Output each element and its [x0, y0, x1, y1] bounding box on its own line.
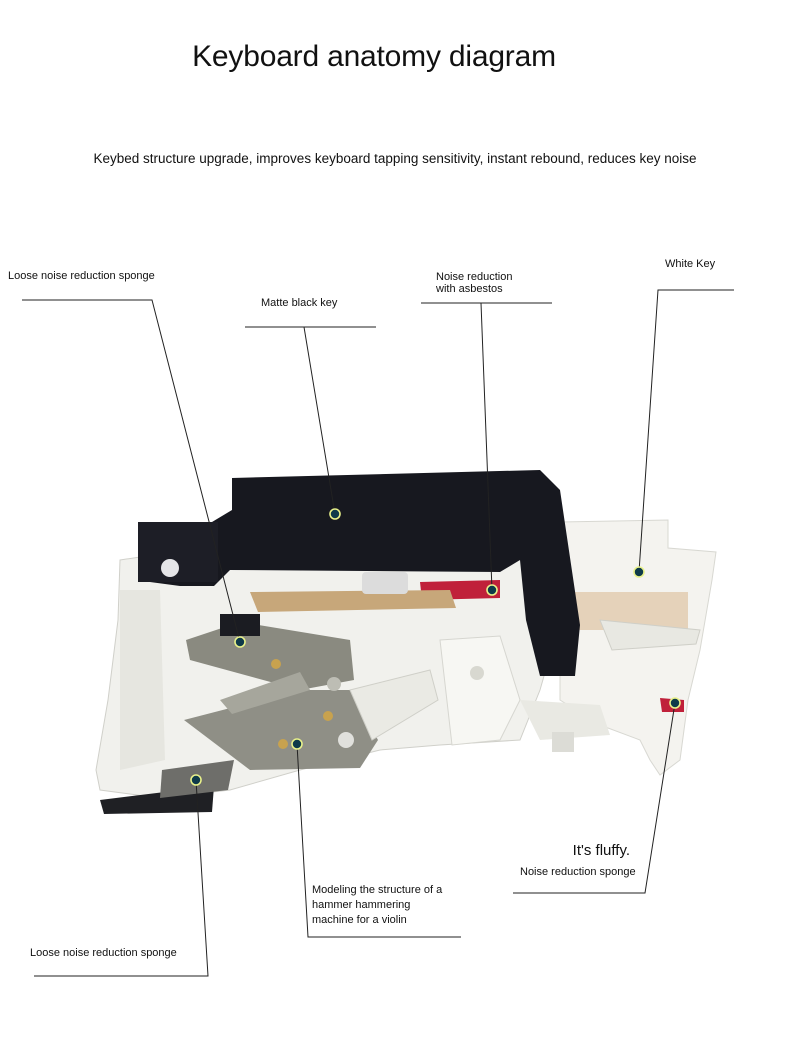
label-hammer-line1: Modeling the structure of a	[312, 884, 443, 896]
label-white-key: White Key	[665, 258, 716, 270]
label-asbestos-line1: Noise reduction	[436, 271, 513, 283]
marker-noise-sponge	[670, 698, 680, 708]
label-loose-sponge-top: Loose noise reduction sponge	[8, 270, 155, 282]
page-subtitle: Keybed structure upgrade, improves keyboard tapping sensitivity, instant rebound, reduces key noise	[93, 151, 697, 166]
label-fluffy: It's fluffy.	[572, 842, 630, 859]
label-matte-black-key: Matte black key	[261, 297, 338, 309]
marker-sponge-top	[235, 637, 245, 647]
marker-asbestos	[487, 585, 497, 595]
marker-hammer	[292, 739, 302, 749]
marker-black-key	[330, 509, 340, 519]
label-hammer-line2: hammer hammering	[312, 899, 411, 911]
page-title: Keyboard anatomy diagram	[192, 40, 556, 73]
marker-sponge-bottom	[191, 775, 201, 785]
label-noise-sponge: Noise reduction sponge	[520, 866, 636, 878]
label-loose-sponge-bottom: Loose noise reduction sponge	[30, 947, 177, 959]
label-asbestos-line2: with asbestos	[436, 283, 503, 295]
label-hammer-line3: machine for a violin	[312, 914, 407, 926]
marker-white-key	[634, 567, 644, 577]
